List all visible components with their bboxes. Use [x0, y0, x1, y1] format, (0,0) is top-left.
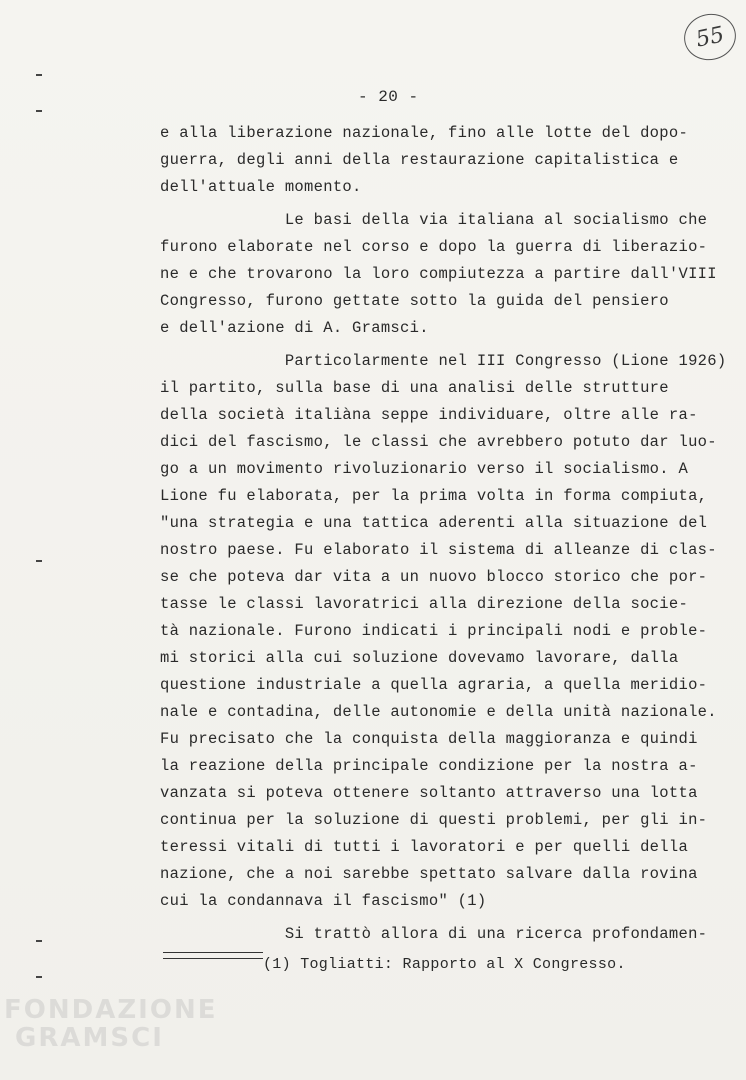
- typewritten-body: [160, 120, 727, 948]
- text-line: vanzata si poteva ottenere soltanto attraverso una lotta: [160, 784, 698, 802]
- margin-mark: [36, 74, 42, 76]
- text-line: Particolarmente nel III Congresso (Lione 1926): [160, 352, 727, 370]
- text-line: nostro paese. Fu elaborato il sistema di alleanze di clas-: [160, 541, 717, 559]
- margin-mark: [36, 560, 42, 562]
- page-number: - 20 -: [358, 88, 419, 106]
- margin-mark: [36, 110, 42, 112]
- text-line: nale e contadina, delle autonomie e della unità nazionale.: [160, 703, 717, 721]
- text-line: della società italiàna seppe individuare, oltre alle ra-: [160, 406, 698, 424]
- archive-number: 55: [693, 21, 727, 53]
- text-line: Le basi della via italiana al socialismo che: [160, 211, 708, 229]
- margin-mark: [36, 976, 42, 978]
- text-line: Congresso, furono gettate sotto la guida del pensiero: [160, 292, 669, 310]
- text-line: se che poteva dar vita a un nuovo blocco storico che por-: [160, 568, 708, 586]
- text-line: Fu precisato che la conquista della maggioranza e quindi: [160, 730, 698, 748]
- text-line: tasse le classi lavoratrici alla direzione della socie-: [160, 595, 689, 613]
- text-line: guerra, degli anni della restaurazione capitalistica e: [160, 151, 679, 169]
- text-line: dell'attuale momento.: [160, 178, 362, 196]
- text-line: "una strategia e una tattica aderenti alla situazione del: [160, 514, 708, 532]
- text-line: go a un movimento rivoluzionario verso il socialismo. A: [160, 460, 689, 478]
- text-line: teressi vitali di tutti i lavoratori e per quelli della: [160, 838, 689, 856]
- footnote-separator: [163, 952, 263, 959]
- text-line: ne e che trovarono la loro compiutezza a partire dall'VIII: [160, 265, 717, 283]
- text-line: questione industriale a quella agraria, a quella meridio-: [160, 676, 708, 694]
- text-line: dici del fascismo, le classi che avrebbero potuto dar luo-: [160, 433, 717, 451]
- text-line: il partito, sulla base di una analisi delle strutture: [160, 379, 669, 397]
- text-line: e dell'azione di A. Gramsci.: [160, 319, 429, 337]
- text-line: nazione, che a noi sarebbe spettato salvare dalla rovina: [160, 865, 698, 883]
- text-line: e alla liberazione nazionale, fino alle lotte del dopo-: [160, 124, 689, 142]
- text-line: la reazione della principale condizione per la nostra a-: [160, 757, 698, 775]
- text-line: cui la condannava il fascismo" (1): [160, 892, 487, 910]
- margin-mark: [36, 940, 42, 942]
- archive-number-mark: [680, 9, 740, 65]
- text-line: tà nazionale. Furono indicati i principali nodi e proble-: [160, 622, 708, 640]
- text-line: Lione fu elaborata, per la prima volta in forma compiuta,: [160, 487, 708, 505]
- text-line: mi storici alla cui soluzione dovevamo lavorare, dalla: [160, 649, 679, 667]
- text-line: furono elaborate nel corso e dopo la guerra di liberazio-: [160, 238, 708, 256]
- watermark: FONDAZIONE GRAMSCI: [4, 995, 218, 1053]
- text-line: Si trattò allora di una ricerca profondamen-: [160, 925, 708, 943]
- footnote: (1) Togliatti: Rapporto al X Congresso.: [263, 956, 626, 973]
- text-line: continua per la soluzione di questi problemi, per gli in-: [160, 811, 708, 829]
